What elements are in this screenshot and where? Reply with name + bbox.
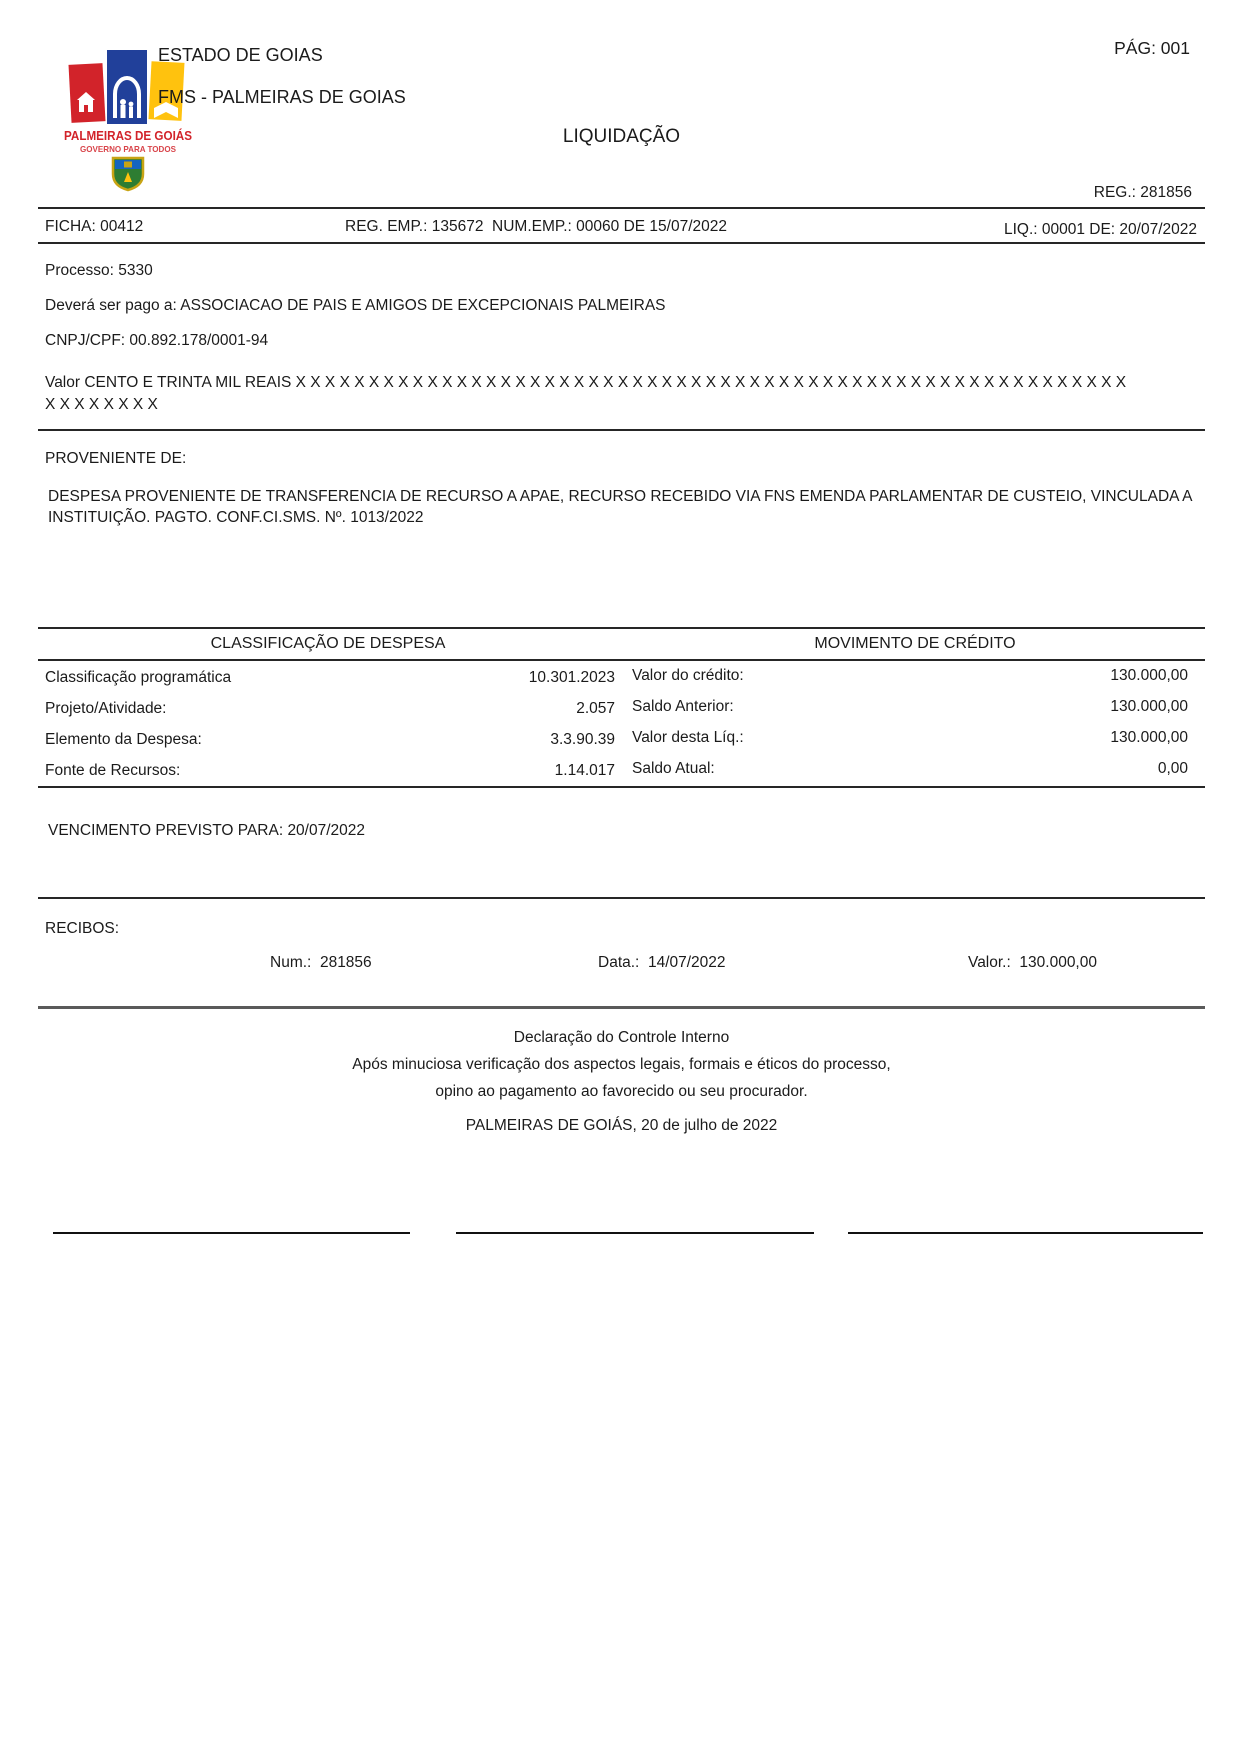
proveniente-label: PROVENIENTE DE: (45, 450, 187, 467)
rule-below-recibos (38, 1006, 1205, 1009)
classificacao-row-value: 1.14.017 (554, 762, 615, 779)
coat-of-arms (113, 158, 143, 190)
declaracao-cidade-data: PALMEIRAS DE GOIÁS, 20 de julho de 2022 (465, 1117, 778, 1134)
pago-a: Deverá ser pago a: ASSOCIACAO DE PAIS E AMIGOS DE EXCEPCIONAIS PALMEIRAS (45, 297, 666, 314)
declaracao-title: Declaração do Controle Interno (513, 1029, 730, 1046)
cnpj-cpf: CNPJ/CPF: 00.892.178/0001-94 (45, 332, 269, 349)
rule-table-header (38, 659, 1205, 661)
org-name-line1: ESTADO DE GOIAS (158, 45, 323, 65)
movimento-row-label: Saldo Anterior: (632, 698, 734, 715)
classificacao-row-value: 3.3.90.39 (550, 731, 615, 748)
document-title: LIQUIDAÇÃO (562, 126, 681, 147)
proveniente-descricao: DESPESA PROVENIENTE DE TRANSFERENCIA DE RECURSO A APAE, RECURSO RECEBIDO VIA FNS EMENDA PARLAMENTAR DE CUSTEIO, VINCULADA A INSTITUIÇÃO. PAGTO. CONF.CI.SMS. Nº. 1013/2022 (48, 488, 1192, 526)
classificacao-row-value: 2.057 (576, 700, 615, 717)
rule-bottom-of-ficha (38, 242, 1205, 244)
movimento-title: MOVIMENTO DE CRÉDITO (814, 635, 1016, 652)
signature-line-1 (53, 1232, 410, 1234)
recibo-data: Data.: 14/07/2022 (598, 954, 726, 971)
movimento-row-value: 0,00 (1157, 760, 1188, 777)
processo: Processo: 5330 (45, 262, 153, 279)
city-logo-graphic (60, 46, 196, 192)
recibo-num: Num.: 281856 (270, 954, 372, 971)
liq-info: LIQ.: 00001 DE: 20/07/2022 (1003, 221, 1197, 238)
classificacao-row-label: Classificação programática (45, 669, 232, 686)
movimento-row-value: 130.000,00 (1110, 698, 1188, 715)
movimento-row-value: 130.000,00 (1110, 729, 1188, 746)
reg-number: REG.: 281856 (1093, 184, 1192, 201)
classificacao-row-label: Elemento da Despesa: (45, 731, 202, 748)
rule-table-top (38, 627, 1205, 629)
rule-table-bottom (38, 786, 1205, 788)
recibo-valor: Valor.: 130.000,00 (968, 954, 1097, 971)
ficha-number: FICHA: 00412 (45, 218, 144, 235)
logo-slogan: GOVERNO PARA TODOS (79, 144, 177, 154)
rule-above-recibos (38, 897, 1205, 899)
org-name-line2: FMS - PALMEIRAS DE GOIAS (158, 87, 406, 107)
movimento-row-value: 130.000,00 (1110, 667, 1188, 684)
classificacao-row-label: Fonte de Recursos: (45, 762, 181, 779)
recibos-label: RECIBOS: (45, 920, 120, 937)
rule-above-proveniente (38, 429, 1205, 431)
signature-line-3 (848, 1232, 1203, 1234)
declaracao-line1: Após minuciosa verificação dos aspectos legais, formais e éticos do processo, (352, 1056, 891, 1073)
page-number: PÁG: 001 (1114, 38, 1190, 58)
movimento-row-label: Valor desta Líq.: (632, 729, 744, 746)
rule-top-of-ficha (38, 207, 1205, 209)
vencimento: VENCIMENTO PREVISTO PARA: 20/07/2022 (48, 822, 366, 839)
empenho-info: REG. EMP.: 135672 NUM.EMP.: 00060 DE 15/07/2022 (345, 218, 727, 235)
valor-extenso-line2: X X X X X X X X (45, 396, 158, 413)
movimento-row-label: Valor do crédito: (632, 667, 744, 684)
signature-line-2 (456, 1232, 814, 1234)
declaracao-line2: opino ao pagamento ao favorecido ou seu procurador. (435, 1083, 808, 1100)
classificacao-row-value: 10.301.2023 (528, 669, 615, 686)
logo-city-name: PALMEIRAS DE GOIÁS (63, 128, 193, 143)
classificacao-title: CLASSIFICAÇÃO DE DESPESA (210, 635, 446, 652)
valor-extenso-line1: Valor CENTO E TRINTA MIL REAIS X X X X X X X X X X X X X X X X X X X X X X X X X X X X X X X X X X X X X X X X X X X X X X X X X X X X X X X X X (45, 374, 1127, 391)
movimento-row-label: Saldo Atual: (632, 760, 715, 777)
classificacao-row-label: Projeto/Atividade: (45, 700, 167, 717)
